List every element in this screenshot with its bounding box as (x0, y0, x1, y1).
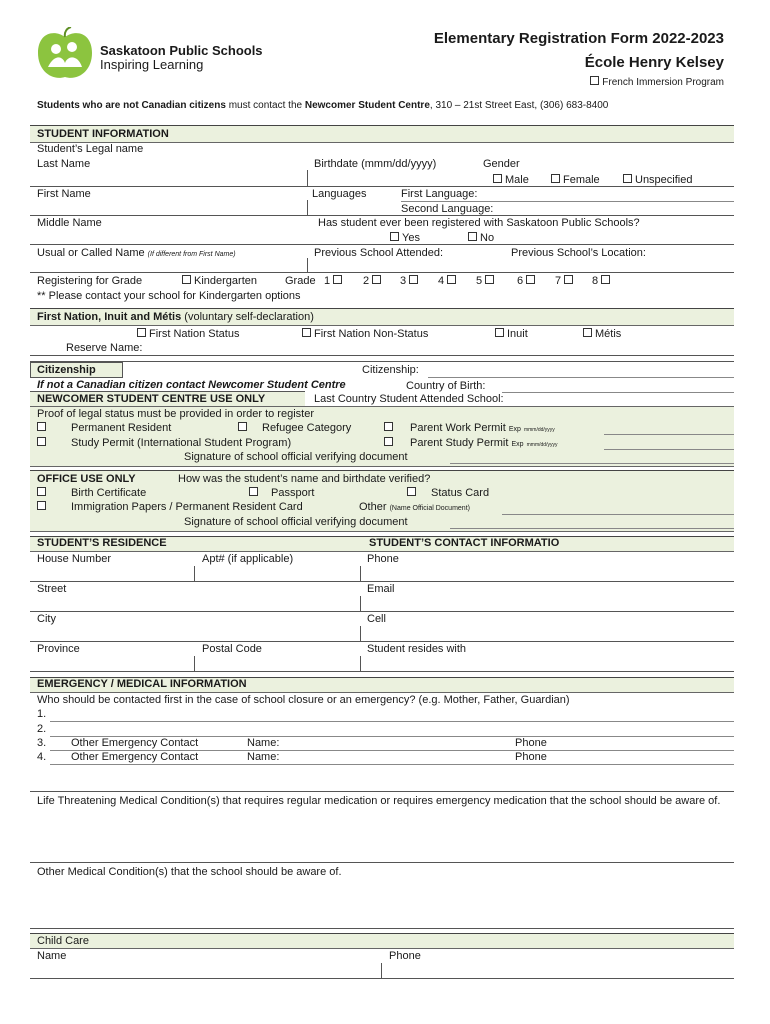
apt-label: Apt# (if applicable) (202, 553, 294, 565)
divider (360, 656, 361, 671)
registered-question: Has student ever been registered with Saskatoon Public Schools? (318, 217, 640, 229)
rule (428, 377, 734, 378)
rule (502, 392, 734, 393)
city-label: City (37, 613, 56, 625)
languages-label: Languages (312, 188, 367, 200)
second-language-label: Second Language: (401, 203, 494, 215)
email-label: Email (367, 583, 395, 595)
checkbox-icon (37, 437, 46, 446)
rule (30, 361, 734, 362)
checkbox-icon (493, 174, 502, 183)
rule (30, 272, 734, 273)
child-care-phone-label: Phone (389, 950, 421, 962)
divider (307, 258, 308, 272)
rule (30, 862, 734, 863)
phone-label: Phone (367, 553, 399, 565)
citizenship-note: If not a Canadian citizen contact Newcomer Student Centre (37, 379, 346, 391)
checkbox-icon (37, 422, 46, 431)
refugee-option[interactable] (238, 422, 351, 434)
rule (30, 355, 734, 356)
divider (194, 656, 195, 671)
inuit-label: Inuit (507, 328, 528, 340)
no-label: No (480, 232, 495, 244)
checkbox-icon (390, 232, 399, 241)
checkbox-icon (526, 275, 535, 284)
postal-code-label: Postal Code (202, 643, 262, 655)
contact-4-number: 4. (37, 751, 47, 763)
divider (194, 566, 195, 581)
usual-name-label (37, 247, 236, 259)
middle-name-label: Middle Name (37, 217, 102, 229)
checkbox-icon (182, 275, 191, 284)
notice-tail: , 310 – 21st Street East, (306) 683-8400 (429, 100, 609, 111)
immigration-label: Immigration Papers / Permanent Resident Card (71, 501, 303, 513)
usual-name-note: (If different from First Name) (147, 251, 236, 258)
citizenship-label: Citizenship: (362, 364, 419, 376)
grade-3-option[interactable] (400, 275, 421, 287)
first-nation-heading-rest: (voluntary self-declaration) (181, 311, 314, 323)
rule (30, 928, 734, 929)
child-care-name-label: Name (37, 950, 67, 962)
citizenship-heading: Citizenship (37, 364, 96, 376)
other-contact-4-label: Other Emergency Contact (71, 751, 199, 763)
rule (50, 764, 734, 765)
grade-2-label: 2 (363, 275, 370, 287)
kindergarten-note: ** Please contact your school for Kindergarten options (37, 290, 301, 302)
contact-3-name-label: Name: (247, 737, 280, 749)
birth-certificate-label: Birth Certificate (71, 487, 147, 499)
rule (30, 978, 734, 979)
province-label: Province (37, 643, 80, 655)
permanent-resident-label: Permanent Resident (71, 422, 172, 434)
office-question: How was the student’s name and birthdate verified? (178, 473, 431, 485)
office-heading: OFFICE USE ONLY (37, 473, 136, 485)
registered-no-option[interactable] (468, 232, 494, 244)
grade-8-option[interactable] (592, 275, 613, 287)
checkbox-icon (623, 174, 632, 183)
other-note: (Name Official Document) (389, 505, 470, 512)
divider (360, 626, 361, 641)
rule (450, 528, 734, 529)
birthdate-label: Birthdate (mmm/dd/yyyy) (314, 158, 437, 170)
notice-mid: must contact the (225, 100, 305, 111)
other-medical-label: Other Medical Condition(s) that the school should be aware of. (37, 866, 342, 878)
notice-bold-1: Students who are not Canadian citizens (37, 100, 226, 111)
org-name: Saskatoon Public Schools (100, 43, 263, 58)
checkbox-icon (485, 275, 494, 284)
grade-8-label: 8 (592, 275, 599, 287)
grade-label: Grade (285, 275, 316, 287)
divider (381, 963, 382, 978)
gender-unspecified-option[interactable] (623, 174, 692, 186)
male-label: Male (505, 174, 529, 186)
permanent-resident-option[interactable] (37, 422, 171, 434)
house-number-label: House Number (37, 553, 111, 565)
checkbox-icon (407, 487, 416, 496)
checkbox-icon (238, 422, 247, 431)
rule (502, 514, 734, 515)
grade-4-option[interactable] (438, 275, 459, 287)
passport-option[interactable] (249, 487, 314, 499)
other-document-label (359, 501, 470, 513)
previous-school-location-label: Previous School’s Location: (511, 247, 646, 259)
checkbox-icon (447, 275, 456, 284)
first-nation-heading-bold: First Nation, Inuit and Métis (37, 311, 182, 323)
parent-work-label: Parent Work Permit (410, 422, 506, 434)
passport-label: Passport (271, 487, 315, 499)
emergency-heading: EMERGENCY / MEDICAL INFORMATION (37, 678, 247, 690)
checkbox-icon (302, 328, 311, 337)
notice-bold-2: Newcomer Student Centre (304, 100, 430, 111)
residence-heading: STUDENT’S RESIDENCE (37, 537, 167, 549)
student-info-heading: STUDENT INFORMATION (37, 128, 169, 140)
reserve-name-label: Reserve Name: (66, 342, 143, 354)
kindergarten-label: Kindergarten (194, 275, 257, 287)
contact-4-name-label: Name: (247, 751, 280, 763)
checkbox-icon (372, 275, 381, 284)
rule (30, 791, 734, 792)
rule (604, 434, 734, 435)
rule (30, 581, 734, 582)
checkbox-icon (409, 275, 418, 284)
divider (307, 170, 308, 186)
checkbox-icon (590, 76, 599, 85)
refugee-label: Refugee Category (262, 422, 352, 434)
checkbox-icon (249, 487, 258, 496)
first-nation-non-status-label: First Nation Non-Status (314, 328, 429, 340)
grade-3-label: 3 (400, 275, 407, 287)
form-title: Elementary Registration Form 2022-2023 (433, 30, 724, 47)
contact-3-number: 3. (37, 737, 47, 749)
inuit-option[interactable] (495, 328, 528, 340)
exp-label: Exp (508, 426, 521, 433)
first-name-label: First Name (37, 188, 91, 200)
newcomer-heading: NEWCOMER STUDENT CENTRE USE ONLY (37, 393, 266, 405)
rule (30, 641, 734, 642)
grade-1-option[interactable] (324, 275, 345, 287)
child-care-band (30, 933, 734, 949)
gender-male-option[interactable] (493, 174, 529, 186)
birth-certificate-option[interactable] (37, 487, 146, 499)
contact-3-phone-label: Phone (515, 737, 547, 749)
checkbox-icon (137, 328, 146, 337)
org-tagline: Inspiring Learning (100, 57, 204, 72)
child-care-heading: Child Care (37, 935, 89, 947)
checkbox-icon (384, 422, 393, 431)
rule (30, 671, 734, 672)
checkbox-icon (551, 174, 560, 183)
french-immersion-label: French Immersion Program (602, 77, 724, 88)
exp-format: mmm/dd/yyyy (526, 442, 558, 448)
rule (450, 463, 734, 464)
other-contact-3-label: Other Emergency Contact (71, 737, 199, 749)
contact-4-phone-label: Phone (515, 751, 547, 763)
registering-grade-label: Registering for Grade (37, 275, 143, 287)
previous-school-label: Previous School Attended: (314, 247, 444, 259)
newcomer-signature-label: Signature of school official verifying document (184, 451, 408, 463)
checkbox-icon (468, 232, 477, 241)
school-name: École Henry Kelsey (584, 54, 724, 71)
office-signature-label: Signature of school official verifying document (184, 516, 408, 528)
emergency-question: Who should be contacted first in the case of school closure or an emergency? (e.g. Mother, Father, Guardian) (37, 694, 570, 706)
checkbox-icon (37, 487, 46, 496)
exp-label: Exp (511, 441, 524, 448)
parent-study-label: Parent Study Permit (410, 437, 509, 449)
district-logo (34, 27, 96, 83)
proof-label: Proof of legal status must be provided in order to register (37, 408, 314, 420)
grade-7-label: 7 (555, 275, 562, 287)
divider (307, 200, 308, 215)
grade-4-label: 4 (438, 275, 445, 287)
country-birth-label: Country of Birth: (406, 380, 486, 392)
rule (30, 186, 734, 187)
first-language-label: First Language: (401, 188, 478, 200)
grade-7-option[interactable] (555, 275, 576, 287)
metis-label: Métis (595, 328, 622, 340)
parent-work-option[interactable] (384, 422, 555, 434)
french-immersion-option[interactable] (590, 76, 724, 88)
contact-heading: STUDENT’S CONTACT INFORMATIO (369, 537, 560, 549)
rule (604, 449, 734, 450)
status-card-label: Status Card (431, 487, 490, 499)
rule (30, 215, 734, 216)
immigration-option[interactable] (37, 501, 303, 513)
checkbox-icon (564, 275, 573, 284)
rule (30, 244, 734, 245)
last-name-label: Last Name (37, 158, 91, 170)
cell-label: Cell (367, 613, 386, 625)
first-nation-heading (37, 311, 314, 323)
street-label: Street (37, 583, 67, 595)
grade-5-label: 5 (476, 275, 483, 287)
kindergarten-option[interactable] (182, 275, 257, 287)
legal-name-label: Student’s Legal name (37, 143, 144, 155)
divider (360, 566, 361, 581)
newcomer-notice (37, 100, 608, 111)
rule (50, 721, 734, 722)
checkbox-icon (37, 501, 46, 510)
grade-6-label: 6 (517, 275, 524, 287)
checkbox-icon (601, 275, 610, 284)
resides-with-label: Student resides with (367, 643, 467, 655)
checkbox-icon (384, 437, 393, 446)
life-threatening-label: Life Threatening Medical Condition(s) that requires regular medication or requires emergency medication that the school should be aware of. (37, 795, 721, 807)
first-nation-status-label: First Nation Status (149, 328, 240, 340)
yes-label: Yes (402, 232, 420, 244)
contact-2-number: 2. (37, 723, 47, 735)
usual-name-text: Usual or Called Name (37, 247, 145, 259)
checkbox-icon (583, 328, 592, 337)
study-permit-option[interactable] (37, 437, 291, 449)
grade-1-label: 1 (324, 275, 331, 287)
study-permit-label: Study Permit (International Student Program) (71, 437, 292, 449)
grade-5-option[interactable] (476, 275, 497, 287)
checkbox-icon (495, 328, 504, 337)
checkbox-icon (333, 275, 342, 284)
rule (30, 611, 734, 612)
registered-yes-option[interactable] (390, 232, 420, 244)
status-card-option[interactable] (407, 487, 489, 499)
gender-label: Gender (483, 158, 520, 170)
rule (401, 201, 734, 202)
unspecified-label: Unspecified (635, 174, 693, 186)
grade-6-option[interactable] (517, 275, 538, 287)
first-nation-status-option[interactable] (137, 328, 239, 340)
first-nation-non-status-option[interactable] (302, 328, 428, 340)
female-label: Female (563, 174, 600, 186)
metis-option[interactable] (583, 328, 621, 340)
parent-study-option[interactable] (384, 437, 557, 449)
grade-2-option[interactable] (363, 275, 384, 287)
other-text: Other (359, 501, 387, 513)
exp-format: mmm/dd/yyyy (523, 427, 555, 433)
divider (360, 596, 361, 611)
contact-1-number: 1. (37, 708, 47, 720)
gender-female-option[interactable] (551, 174, 600, 186)
last-country-label: Last Country Student Attended School: (314, 393, 504, 405)
